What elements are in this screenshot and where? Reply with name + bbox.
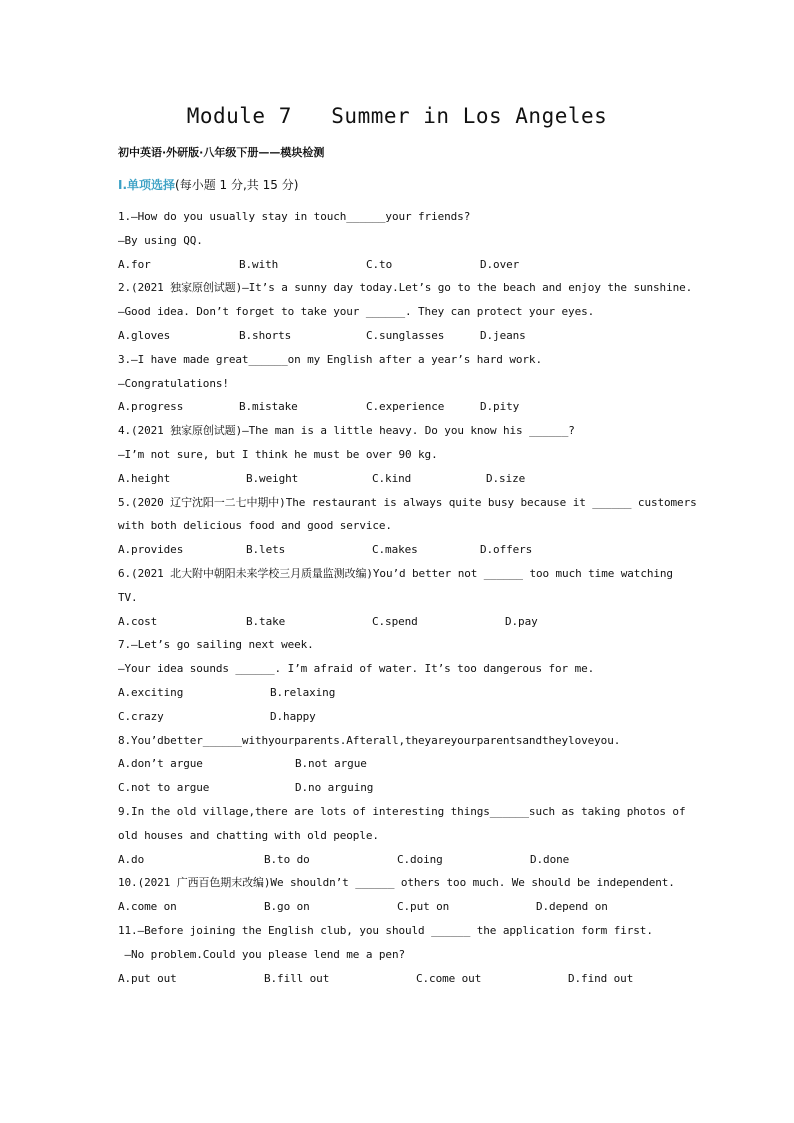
- option-d: D.done: [530, 852, 570, 866]
- option-d: D.no arguing: [295, 781, 374, 795]
- option-c: C.spend: [372, 614, 418, 628]
- option-b: B.go on: [264, 900, 310, 914]
- question-11-options: [118, 967, 688, 991]
- question-4-options: [118, 467, 688, 491]
- option-c: C.crazy: [118, 709, 164, 723]
- option-a: A.gloves: [118, 328, 171, 342]
- section-heading: [118, 176, 298, 193]
- question-4-stem-2: —I’m not sure, but I think he must be over 90 kg.: [118, 447, 438, 461]
- question-6-options: [118, 610, 688, 634]
- option-c: C.not to argue: [118, 781, 210, 795]
- question-7-stem-2: —Your idea sounds ______. I’m afraid of water. It’s too dangerous for me.: [118, 662, 595, 676]
- page-subtitle: 初中英语·外研版·八年级下册——模块检测: [118, 146, 325, 159]
- question-10-stem-1: 10.(2021 广西百色期末改编)We shouldn’t ______ others too much. We should be independent.: [118, 876, 675, 890]
- question-4-stem-1: 4.(2021 独家原创试题)—The man is a little heavy. Do you know his ______?: [118, 424, 575, 438]
- option-a: A.cost: [118, 614, 158, 628]
- option-b: B.relaxing: [270, 685, 336, 699]
- option-a: A.exciting: [118, 685, 184, 699]
- option-c: C.put on: [397, 900, 450, 914]
- option-a: A.put out: [118, 971, 177, 985]
- option-c: C.sunglasses: [366, 328, 445, 342]
- option-b: B.not argue: [295, 757, 367, 771]
- option-b: B.take: [246, 614, 286, 628]
- option-c: C.to: [366, 257, 393, 271]
- option-b: B.weight: [246, 471, 299, 485]
- question-3-stem-1: 3.—I have made great______on my English after a year’s hard work.: [118, 352, 542, 366]
- option-b: B.to do: [264, 852, 310, 866]
- option-b: B.shorts: [239, 328, 292, 342]
- question-8-stem-1: 8.You’dbetter______withyourparents.Afterall,theyareyourparentsandtheyloveyou.: [118, 733, 621, 747]
- option-c: C.doing: [397, 852, 443, 866]
- question-7-stem-1: 7.—Let’s go sailing next week.: [118, 638, 314, 652]
- question-list: [118, 205, 697, 990]
- question-3-stem-2: —Congratulations!: [118, 376, 229, 390]
- question-2-stem-2: —Good idea. Don’t forget to take your ______. They can protect your eyes.: [118, 305, 595, 319]
- option-a: A.come on: [118, 900, 177, 914]
- option-d: D.depend on: [536, 900, 608, 914]
- option-d: D.find out: [568, 971, 634, 985]
- option-b: B.fill out: [264, 971, 330, 985]
- option-a: A.do: [118, 852, 145, 866]
- page-title: Module 7 Summer in Los Angeles: [186, 104, 608, 128]
- question-6-stem-1: 6.(2021 北大附中朝阳未来学校三月质量监测改编)You’d better not ______ too much time watching: [118, 566, 673, 580]
- question-9-stem-2: old houses and chatting with old people.: [118, 828, 379, 842]
- option-d: D.size: [486, 471, 526, 485]
- section-number: Ⅰ.单项选择: [118, 178, 176, 192]
- option-a: A.provides: [118, 543, 184, 557]
- question-5-options: [118, 538, 688, 562]
- question-3-options: [118, 395, 688, 419]
- question-7-options-row-1: [118, 681, 688, 705]
- option-b: B.with: [239, 257, 279, 271]
- option-a: A.don’t argue: [118, 757, 203, 771]
- option-d: D.over: [480, 257, 520, 271]
- question-11-stem-1: 11.—Before joining the English club, you should ______ the application form first.: [118, 923, 653, 937]
- question-2-stem-1: 2.(2021 独家原创试题)—It’s a sunny day today.Let’s go to the beach and enjoy the sunshine.: [118, 281, 693, 295]
- option-d: D.pay: [505, 614, 538, 628]
- question-10-options: [118, 895, 688, 919]
- question-1-stem-1: 1.—How do you usually stay in touch______your friends?: [118, 210, 471, 223]
- option-c: C.experience: [366, 400, 445, 414]
- question-5-stem-2: with both delicious food and good service.: [118, 519, 392, 533]
- option-c: C.come out: [416, 971, 482, 985]
- question-5-stem-1: 5.(2020 辽宁沈阳一二七中期中)The restaurant is always quite busy because it ______ customers: [118, 495, 697, 509]
- option-d: D.pity: [480, 400, 520, 414]
- question-1-stem-2: —By using QQ.: [118, 233, 203, 247]
- question-9-stem-1: 9.In the old village,there are lots of interesting things______such as taking photos of: [118, 804, 686, 818]
- option-b: B.lets: [246, 543, 286, 557]
- question-1-options: [118, 253, 688, 277]
- question-11-stem-2: —No problem.Could you please lend me a pen?: [118, 947, 405, 961]
- option-a: A.progress: [118, 400, 184, 414]
- option-d: D.jeans: [480, 328, 526, 342]
- option-c: C.makes: [372, 543, 418, 557]
- question-8-options-row-1: [118, 752, 688, 776]
- option-d: D.happy: [270, 709, 316, 723]
- option-c: C.kind: [372, 471, 412, 485]
- section-note: (每小题 1 分,共 15 分): [175, 178, 299, 192]
- option-a: A.height: [118, 471, 171, 485]
- option-d: D.offers: [480, 543, 533, 557]
- question-6-stem-2: TV.: [118, 590, 138, 604]
- option-b: B.mistake: [239, 400, 298, 414]
- question-8-options-row-2: [118, 776, 688, 800]
- option-a: A.for: [118, 257, 151, 271]
- question-7-options-row-2: [118, 705, 688, 729]
- question-2-options: [118, 324, 688, 348]
- question-9-options: [118, 848, 688, 872]
